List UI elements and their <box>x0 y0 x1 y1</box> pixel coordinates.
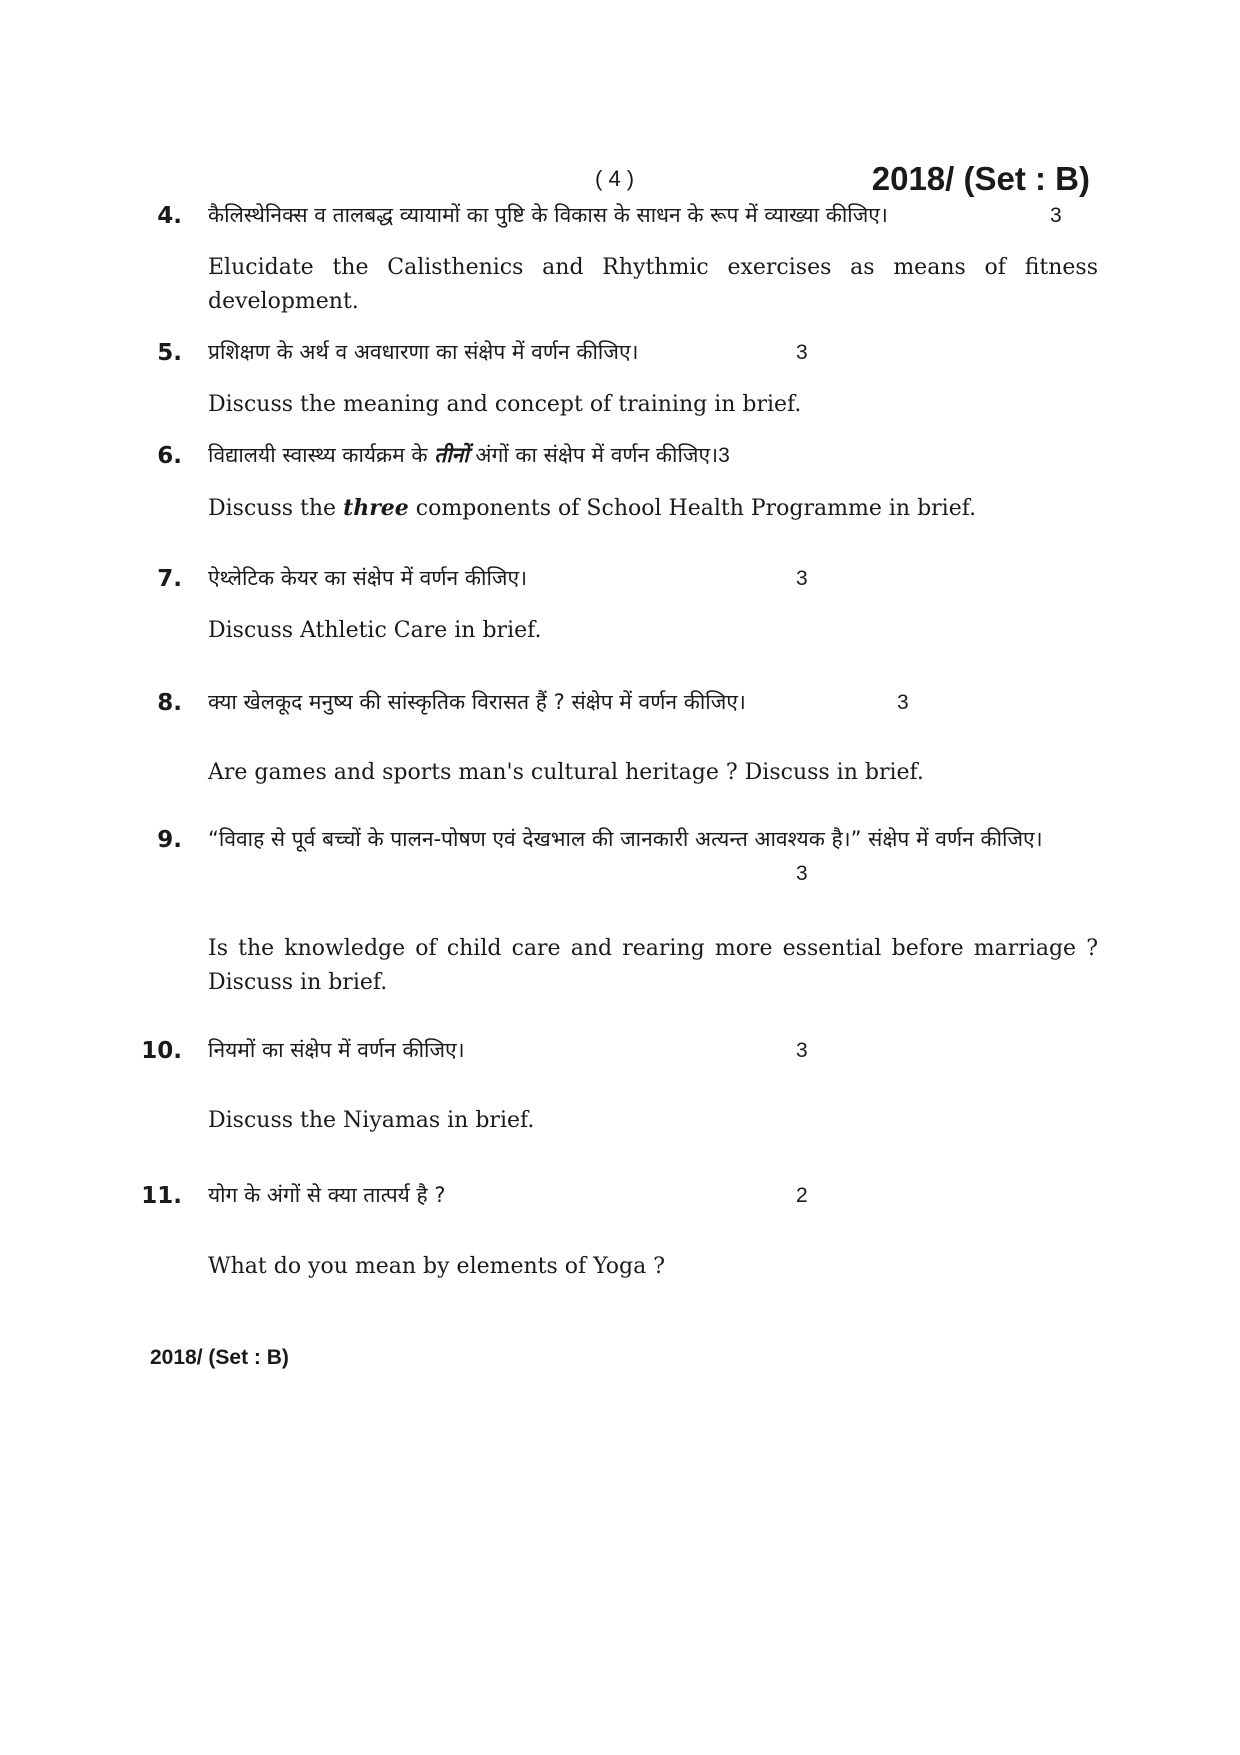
question-english: Discuss Athletic Care in brief. <box>208 618 542 643</box>
question-english-emphasis: three <box>343 495 409 521</box>
page-number: ( 4 ) <box>595 166 635 191</box>
question-english: What do you mean by elements of Yoga ? <box>208 1254 666 1279</box>
question-number: 4. <box>157 203 182 229</box>
question-marks: 3 <box>796 862 808 885</box>
question-english: Elucidate the Calisthenics and Rhythmic exercises as means of fitness development. <box>208 255 1098 314</box>
question-english-text: Discuss the <box>208 496 344 521</box>
question-hindi <box>208 438 730 473</box>
question-hindi: प्रशिक्षण के अर्थ व अवधारणा का संक्षेप में वर्णन कीजिए। <box>208 340 639 364</box>
question-marks: 3 <box>718 444 730 467</box>
question-english-text: components of School Health Programme in brief. <box>408 496 977 521</box>
question-number: 5. <box>157 340 182 366</box>
question-number: 6. <box>157 443 182 469</box>
question-marks: 3 <box>1050 204 1062 227</box>
question-hindi-text: विद्यालयी स्वास्थ्य कार्यक्रम के <box>208 443 435 467</box>
question-english: Discuss the meaning and concept of training in brief. <box>208 392 802 417</box>
question-marks: 3 <box>796 567 808 590</box>
question-number: 8. <box>157 690 182 716</box>
question-english <box>208 491 1098 526</box>
question-hindi: नियमों का संक्षेप में वर्णन कीजिए। <box>208 1038 465 1062</box>
question-hindi: कैलिस्थेनिक्स व तालबद्ध व्यायामों का पुष्टि के विकास के साधन के रूप में व्याख्या कीजिए। <box>208 203 888 227</box>
header-set-code: 2018/ (Set : B) <box>871 160 1090 197</box>
question-hindi: “विवाह से पूर्व बच्चों के पालन-पोषण एवं देखभाल की जानकारी अत्यन्त आवश्यक है।” संक्षेप में वर्णन कीजिए। <box>208 827 1043 851</box>
question-hindi-emphasis: तीनों <box>434 443 469 467</box>
question-marks: 3 <box>897 691 909 714</box>
question-number: 7. <box>157 566 182 592</box>
question-english: Discuss the Niyamas in brief. <box>208 1108 535 1133</box>
question-marks: 2 <box>796 1184 808 1207</box>
question-number: 9. <box>157 827 182 853</box>
question-number: 11. <box>141 1183 182 1209</box>
question-number: 10. <box>141 1038 182 1064</box>
question-marks: 3 <box>796 341 808 364</box>
question-english: Is the knowledge of child care and rearing more essential before marriage ? Discuss in brief. <box>208 936 1098 995</box>
footer-set-code: 2018/ (Set : B) <box>150 1346 289 1369</box>
question-hindi: योग के अंगों से क्या तात्पर्य है ? <box>208 1183 446 1207</box>
question-hindi: ऐथ्लेटिक केयर का संक्षेप में वर्णन कीजिए। <box>208 566 528 590</box>
question-english: Are games and sports man's cultural heritage ? Discuss in brief. <box>208 760 924 785</box>
question-marks: 3 <box>796 1039 808 1062</box>
question-hindi-text: अंगों का संक्षेप में वर्णन कीजिए। <box>468 443 719 467</box>
question-hindi: क्या खेलकूद मनुष्य की सांस्कृतिक विरासत हैं ? संक्षेप में वर्णन कीजिए। <box>208 690 746 714</box>
